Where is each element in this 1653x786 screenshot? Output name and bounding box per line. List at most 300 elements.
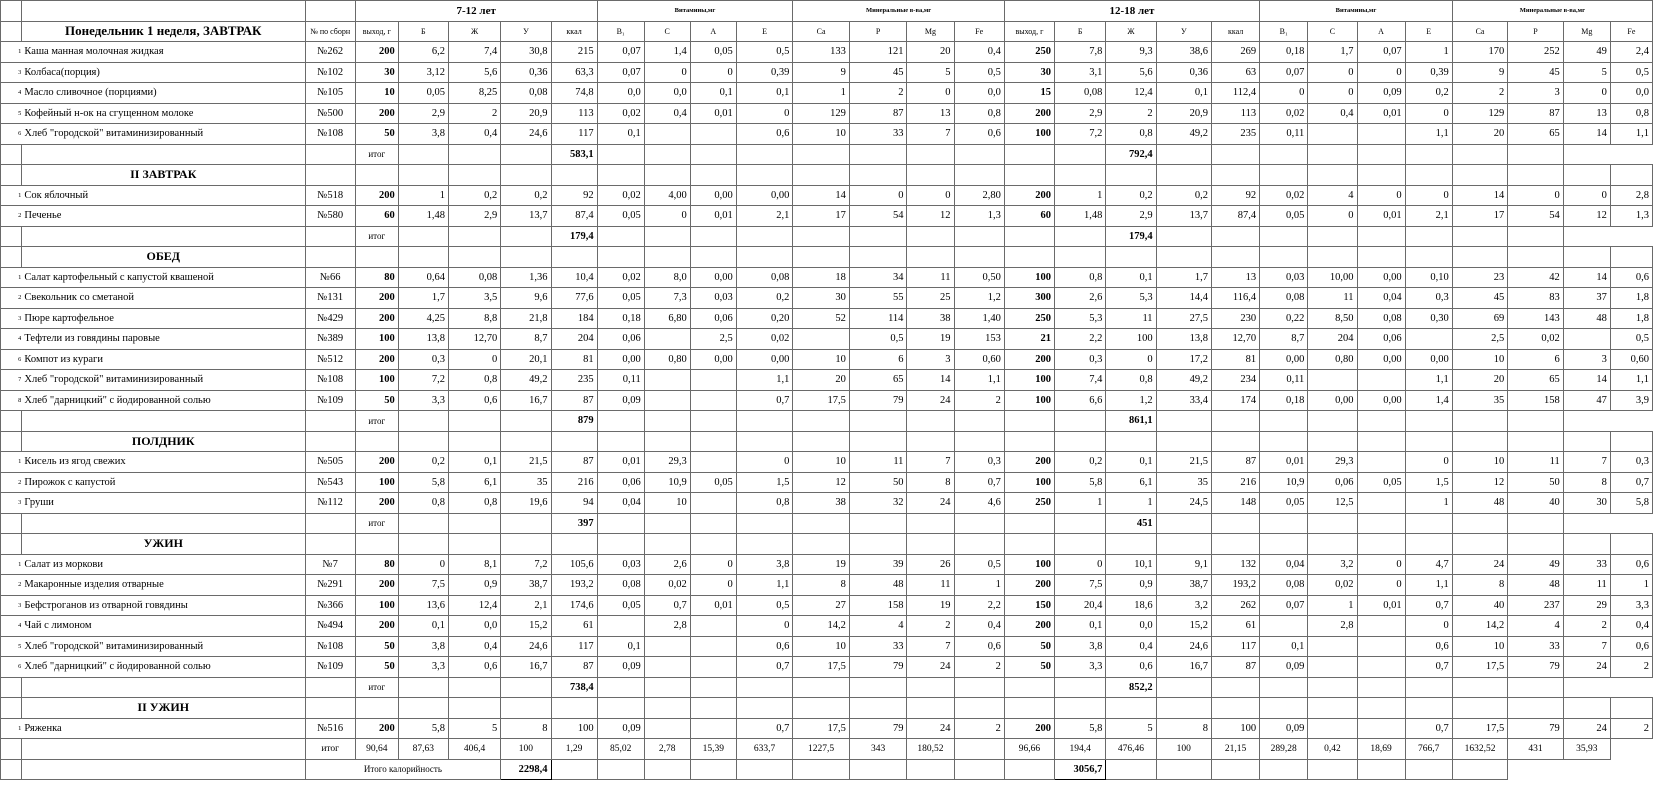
vitamins-group: Витамины,мг: [597, 1, 793, 22]
row-number: 6: [1, 124, 22, 145]
value-cell: 0,0: [1610, 83, 1652, 104]
value-cell: 0,01: [690, 103, 736, 124]
row-number: 4: [1, 83, 22, 104]
value-cell: 0,03: [597, 554, 644, 575]
value-cell: 5,6: [448, 62, 500, 83]
menu-row: [1, 472, 1653, 493]
value-cell: [1357, 124, 1405, 145]
value-cell: 3,2: [1308, 554, 1357, 575]
itog-label: итог: [355, 677, 398, 698]
value-cell: 7,4: [448, 42, 500, 63]
value-cell: 14: [1452, 185, 1507, 206]
value-cell: 100: [1106, 329, 1156, 350]
value-cell: №262: [305, 42, 355, 63]
value-cell: 0,4: [1106, 636, 1156, 657]
value-cell: 1,1: [1610, 370, 1652, 391]
value-cell: 38: [793, 493, 850, 514]
value-cell: 200: [1004, 185, 1054, 206]
value-cell: [644, 124, 690, 145]
section-header: [1, 165, 1653, 186]
itog-label: итог: [355, 513, 398, 534]
value-cell: 7: [1563, 452, 1610, 473]
age-group-7-12: 7-12 лет: [355, 1, 597, 22]
value-cell: 100: [1004, 267, 1054, 288]
value-cell: [1308, 657, 1357, 678]
value-cell: 30: [1004, 62, 1054, 83]
value-cell: 100: [355, 595, 398, 616]
value-cell: [1357, 493, 1405, 514]
value-cell: 0,09: [597, 657, 644, 678]
value-cell: 3: [1508, 83, 1563, 104]
value-cell: 0,00: [736, 349, 793, 370]
value-cell: 20,9: [1156, 103, 1211, 124]
value-cell: 1: [1405, 42, 1452, 63]
value-cell: 10: [1452, 452, 1507, 473]
value-cell: 21,5: [501, 452, 551, 473]
value-cell: 6,6: [1055, 390, 1106, 411]
value-cell: 184: [551, 308, 597, 329]
value-cell: 0: [1357, 62, 1405, 83]
value-cell: 19,6: [501, 493, 551, 514]
value-cell: 24,6: [501, 124, 551, 145]
value-cell: 20: [793, 370, 850, 391]
itog-row: [1, 677, 1653, 698]
value-cell: 63: [1212, 62, 1260, 83]
total-value: 289,28: [1260, 739, 1308, 760]
value-cell: 7: [907, 124, 954, 145]
itog-label: итог: [355, 411, 398, 432]
value-cell: 33: [849, 636, 907, 657]
value-cell: 200: [1004, 103, 1054, 124]
value-cell: 200: [1004, 349, 1054, 370]
value-cell: №500: [305, 103, 355, 124]
value-cell: 30: [793, 288, 850, 309]
value-cell: 12,70: [448, 329, 500, 350]
value-cell: 26: [907, 554, 954, 575]
value-cell: 0,00: [690, 185, 736, 206]
value-cell: 40: [1452, 595, 1507, 616]
value-cell: 80: [355, 267, 398, 288]
value-cell: 80: [355, 554, 398, 575]
value-cell: 11: [907, 575, 954, 596]
value-cell: 1,1: [1405, 575, 1452, 596]
value-cell: 2: [1106, 103, 1156, 124]
row-number: 3: [1, 595, 22, 616]
value-cell: 37: [1563, 288, 1610, 309]
value-cell: 0,09: [1357, 83, 1405, 104]
value-cell: 11: [1308, 288, 1357, 309]
value-cell: 5,6: [1106, 62, 1156, 83]
grand-total-7-12: 2298,4: [501, 759, 551, 780]
value-cell: 2: [448, 103, 500, 124]
value-cell: 100: [1004, 124, 1054, 145]
value-cell: 0,39: [1405, 62, 1452, 83]
value-cell: 3,8: [1055, 636, 1106, 657]
value-cell: 19: [907, 595, 954, 616]
value-cell: 0,00: [690, 267, 736, 288]
value-cell: 0,1: [1260, 636, 1308, 657]
value-cell: 0: [1357, 554, 1405, 575]
value-cell: 0,02: [1508, 329, 1563, 350]
value-cell: 0,08: [1260, 288, 1308, 309]
value-cell: 0,00: [1357, 267, 1405, 288]
value-cell: [690, 493, 736, 514]
value-cell: 129: [1452, 103, 1507, 124]
value-cell: 6,1: [448, 472, 500, 493]
value-cell: 0,8: [1610, 103, 1652, 124]
value-cell: 0,06: [1308, 472, 1357, 493]
value-cell: 12,4: [1106, 83, 1156, 104]
value-cell: 2,6: [644, 554, 690, 575]
value-cell: 0,7: [736, 657, 793, 678]
value-cell: 34: [849, 267, 907, 288]
value-cell: 8: [1156, 718, 1211, 739]
value-cell: 0,06: [597, 329, 644, 350]
menu-row: [1, 124, 1653, 145]
dish-name: Салат картофельный с капустой квашеной: [21, 267, 305, 288]
value-cell: 1,36: [501, 267, 551, 288]
menu-row: [1, 616, 1653, 637]
row-number: 2: [1, 288, 22, 309]
row-number: 6: [1, 657, 22, 678]
value-cell: 234: [1212, 370, 1260, 391]
value-cell: 117: [1212, 636, 1260, 657]
value-cell: 193,2: [1212, 575, 1260, 596]
value-cell: 24,6: [501, 636, 551, 657]
value-cell: 50: [1004, 636, 1054, 657]
value-cell: 100: [1004, 472, 1054, 493]
meal-heading: II УЖИН: [21, 698, 305, 719]
value-cell: 0,7: [1405, 595, 1452, 616]
value-cell: 0,6: [1106, 657, 1156, 678]
dish-name: Масло сливочное (порциями): [21, 83, 305, 104]
value-cell: №389: [305, 329, 355, 350]
value-cell: 0,4: [954, 616, 1004, 637]
value-cell: 24: [907, 657, 954, 678]
value-cell: 1: [1106, 493, 1156, 514]
value-cell: [644, 636, 690, 657]
row-number: 3: [1, 493, 22, 514]
value-cell: [644, 329, 690, 350]
value-cell: 14,2: [1452, 616, 1507, 637]
value-cell: 50: [1508, 472, 1563, 493]
value-cell: 0,2: [501, 185, 551, 206]
value-cell: 2,8: [1308, 616, 1357, 637]
value-cell: 0,00: [1405, 349, 1452, 370]
value-cell: 0,7: [1405, 718, 1452, 739]
value-cell: 200: [355, 493, 398, 514]
value-cell: 33: [849, 124, 907, 145]
value-cell: 0,6: [954, 124, 1004, 145]
value-cell: 2,5: [690, 329, 736, 350]
value-cell: 50: [1004, 657, 1054, 678]
menu-row: [1, 657, 1653, 678]
col-b1: B₁: [597, 21, 644, 42]
grand-total-label: Итого калорийность: [305, 759, 501, 780]
value-cell: 25: [907, 288, 954, 309]
value-cell: 8: [907, 472, 954, 493]
value-cell: 153: [954, 329, 1004, 350]
value-cell: 0,5: [849, 329, 907, 350]
col-fat-2: Ж: [1106, 21, 1156, 42]
value-cell: 10: [793, 349, 850, 370]
header-row-2: [1, 21, 1653, 42]
value-cell: 5,3: [1055, 308, 1106, 329]
value-cell: 0,8: [448, 493, 500, 514]
total-value: 96,66: [1004, 739, 1054, 760]
value-cell: 13: [1212, 267, 1260, 288]
menu-row: [1, 103, 1653, 124]
value-cell: [1308, 718, 1357, 739]
value-cell: 20: [1452, 124, 1507, 145]
value-cell: 17,5: [793, 718, 850, 739]
value-cell: 10,9: [644, 472, 690, 493]
value-cell: 0,1: [690, 83, 736, 104]
value-cell: 0,80: [644, 349, 690, 370]
value-cell: 174,6: [551, 595, 597, 616]
value-cell: 1,7: [1308, 42, 1357, 63]
value-cell: 5,8: [1055, 718, 1106, 739]
value-cell: 0,08: [1357, 308, 1405, 329]
total-value: 2,78: [644, 739, 690, 760]
value-cell: №109: [305, 657, 355, 678]
value-cell: 0,02: [736, 329, 793, 350]
value-cell: [1308, 636, 1357, 657]
value-cell: 215: [551, 42, 597, 63]
value-cell: 0,02: [597, 103, 644, 124]
value-cell: 8: [501, 718, 551, 739]
value-cell: 0,5: [954, 554, 1004, 575]
value-cell: 10: [1452, 636, 1507, 657]
value-cell: 2,2: [1055, 329, 1106, 350]
col-vit-e-2: E: [1405, 21, 1452, 42]
value-cell: 8,50: [1308, 308, 1357, 329]
value-cell: [690, 124, 736, 145]
value-cell: 9,6: [501, 288, 551, 309]
value-cell: 0,8: [1106, 124, 1156, 145]
value-cell: 0,09: [597, 390, 644, 411]
value-cell: 0,0: [448, 616, 500, 637]
value-cell: 1,5: [1405, 472, 1452, 493]
col-protein-2: Б: [1055, 21, 1106, 42]
value-cell: 5,8: [1610, 493, 1652, 514]
value-cell: 38,7: [501, 575, 551, 596]
value-cell: 0,03: [690, 288, 736, 309]
value-cell: 0,18: [597, 308, 644, 329]
value-cell: 3,3: [398, 390, 448, 411]
value-cell: 29,3: [644, 452, 690, 473]
value-cell: 0,50: [954, 267, 1004, 288]
value-cell: 2,1: [736, 206, 793, 227]
total-value: 431: [1508, 739, 1563, 760]
dish-name: Печенье: [21, 206, 305, 227]
value-cell: 38: [907, 308, 954, 329]
value-cell: 0,01: [1357, 103, 1405, 124]
value-cell: №516: [305, 718, 355, 739]
value-cell: 0,4: [1610, 616, 1652, 637]
value-cell: 0,36: [501, 62, 551, 83]
value-cell: 0,2: [448, 185, 500, 206]
value-cell: №580: [305, 206, 355, 227]
value-cell: 170: [1452, 42, 1507, 63]
value-cell: 0,5: [1610, 62, 1652, 83]
value-cell: [1357, 452, 1405, 473]
value-cell: 0,05: [690, 42, 736, 63]
dish-name: Колбаса(порция): [21, 62, 305, 83]
value-cell: 45: [1452, 288, 1507, 309]
value-cell: 0,22: [1260, 308, 1308, 329]
value-cell: 0,02: [1308, 575, 1357, 596]
value-cell: 8,25: [448, 83, 500, 104]
value-cell: 0,7: [1610, 472, 1652, 493]
value-cell: 0,5: [954, 62, 1004, 83]
value-cell: 0,09: [597, 718, 644, 739]
value-cell: 0,9: [1106, 575, 1156, 596]
value-cell: 8,7: [1260, 329, 1308, 350]
value-cell: 30: [1563, 493, 1610, 514]
sheet-title: Понедельник 1 неделя, ЗАВТРАК: [21, 21, 305, 42]
meal-heading: УЖИН: [21, 534, 305, 555]
value-cell: 1,48: [1055, 206, 1106, 227]
value-cell: 48: [1508, 575, 1563, 596]
value-cell: 4,7: [1405, 554, 1452, 575]
menu-row: [1, 42, 1653, 63]
value-cell: 13: [907, 103, 954, 124]
value-cell: 47: [1563, 390, 1610, 411]
menu-row: [1, 370, 1653, 391]
value-cell: 0,11: [597, 370, 644, 391]
value-cell: 17,5: [793, 657, 850, 678]
value-cell: 0: [690, 575, 736, 596]
value-cell: 24,5: [1156, 493, 1211, 514]
value-cell: 0,4: [644, 103, 690, 124]
value-cell: 12,4: [448, 595, 500, 616]
value-cell: 0,2: [398, 452, 448, 473]
value-cell: 5: [1563, 62, 1610, 83]
value-cell: 0,09: [1260, 718, 1308, 739]
value-cell: 0,2: [736, 288, 793, 309]
value-cell: 6,2: [398, 42, 448, 63]
value-cell: 17,5: [1452, 718, 1507, 739]
value-cell: 0,00: [690, 349, 736, 370]
value-cell: 3,9: [1610, 390, 1652, 411]
value-cell: 24: [907, 493, 954, 514]
grand-total-row: [1, 759, 1653, 780]
value-cell: 0,36: [1156, 62, 1211, 83]
value-cell: 30,8: [501, 42, 551, 63]
value-cell: №108: [305, 370, 355, 391]
menu-row: [1, 636, 1653, 657]
value-cell: 24: [1563, 657, 1610, 678]
value-cell: 0,2: [1156, 185, 1211, 206]
value-cell: №366: [305, 595, 355, 616]
value-cell: 24: [1452, 554, 1507, 575]
itog-kcal-7-12: 738,4: [551, 677, 597, 698]
value-cell: 114: [849, 308, 907, 329]
value-cell: 0,1: [448, 452, 500, 473]
value-cell: 100: [355, 472, 398, 493]
value-cell: 0,18: [1260, 390, 1308, 411]
total-value: 194,4: [1055, 739, 1106, 760]
value-cell: 7,3: [644, 288, 690, 309]
value-cell: 0,04: [597, 493, 644, 514]
value-cell: 15,2: [1156, 616, 1211, 637]
row-number: 5: [1, 636, 22, 657]
value-cell: 8,1: [448, 554, 500, 575]
value-cell: 0,1: [736, 83, 793, 104]
value-cell: 14: [793, 185, 850, 206]
value-cell: 117: [551, 124, 597, 145]
value-cell: 29: [1563, 595, 1610, 616]
value-cell: 42: [1508, 267, 1563, 288]
value-cell: 100: [355, 329, 398, 350]
value-cell: 0,4: [1308, 103, 1357, 124]
value-cell: 2: [1563, 616, 1610, 637]
value-cell: 11: [1106, 308, 1156, 329]
value-cell: №494: [305, 616, 355, 637]
value-cell: 0,8: [736, 493, 793, 514]
dish-name: Макаронные изделия отварные: [21, 575, 305, 596]
value-cell: 0,02: [1260, 103, 1308, 124]
value-cell: 4,00: [644, 185, 690, 206]
itog-row: [1, 226, 1653, 247]
col-mg: Mg: [907, 21, 954, 42]
dish-name: Пирожок с капустой: [21, 472, 305, 493]
value-cell: 9: [1452, 62, 1507, 83]
value-cell: 216: [1212, 472, 1260, 493]
value-cell: 0,0: [644, 83, 690, 104]
row-number: 1: [1, 185, 22, 206]
value-cell: [644, 370, 690, 391]
value-cell: 0,05: [597, 206, 644, 227]
dish-name: Кофейный н-ок на сгущенном молоке: [21, 103, 305, 124]
header-row-1: [1, 1, 1653, 22]
menu-row: [1, 493, 1653, 514]
value-cell: 6: [1508, 349, 1563, 370]
dish-name: Сок яблочный: [21, 185, 305, 206]
value-cell: 2: [1452, 83, 1507, 104]
value-cell: 0,11: [1260, 124, 1308, 145]
value-cell: 1: [1610, 575, 1652, 596]
value-cell: 0,2: [1405, 83, 1452, 104]
value-cell: 1,1: [1405, 124, 1452, 145]
value-cell: 3,3: [1610, 595, 1652, 616]
value-cell: 7,2: [501, 554, 551, 575]
itog-kcal-7-12: 583,1: [551, 144, 597, 165]
value-cell: 6,1: [1106, 472, 1156, 493]
menu-row: [1, 83, 1653, 104]
value-cell: 2: [954, 657, 1004, 678]
col-vit-e: E: [736, 21, 793, 42]
value-cell: [690, 370, 736, 391]
value-cell: 13: [1563, 103, 1610, 124]
value-cell: 48: [1452, 493, 1507, 514]
value-cell: 0,6: [736, 636, 793, 657]
value-cell: 0,64: [398, 267, 448, 288]
value-cell: 63,3: [551, 62, 597, 83]
value-cell: 0,3: [1610, 452, 1652, 473]
value-cell: 24,6: [1156, 636, 1211, 657]
value-cell: 0,00: [1357, 390, 1405, 411]
value-cell: 2,9: [1055, 103, 1106, 124]
value-cell: 23: [1452, 267, 1507, 288]
value-cell: 0: [644, 62, 690, 83]
value-cell: 35: [501, 472, 551, 493]
value-cell: 11: [1563, 575, 1610, 596]
value-cell: 32: [849, 493, 907, 514]
value-cell: 1: [1055, 185, 1106, 206]
total-value: 35,93: [1563, 739, 1610, 760]
